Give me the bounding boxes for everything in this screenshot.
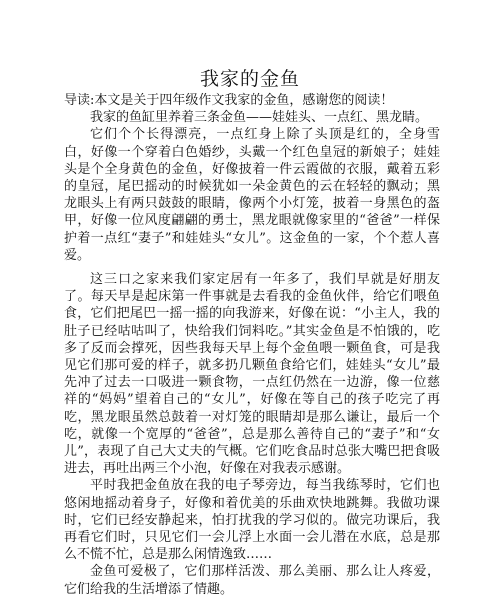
paragraph-2: 它们个个长得漂亮，一点红身上除了头顶是红的，全身雪白，好像一个穿着白色婚纱，头戴一个红色皇冠的新娘子；娃娃头是个全身黄色的金鱼，好像披着一件云霞做的衣服，戴着五彩的皇冠，尾巴摇动的时候犹如一朵金黄色的云在轻轻的飘动；黑龙眼头上有两只鼓鼓的眼睛，像两个小灯笼，披着一身黑色的盔甲，好像一位风度翩翩的勇士，黑龙眼就像家里的“爸爸”一样保护着一点红“妻子”和娃娃头“女儿”。这金鱼的一家，个个惹人喜爱。: [64, 127, 440, 263]
paragraph-1: 我家的鱼缸里养着三条金鱼——娃娃头、一点红、黑龙睛。: [90, 110, 429, 126]
paragraph-4: 平时我把金鱼放在我的电子琴旁边，每当我练琴时，它们也悠闲地摇动着身子，好像和着优美的乐曲欢快地跳舞。我做功课时，它们已经安静起来，怕打扰我的学习似的。做完功课后，我再看它们时，只见它们一会儿浮上水面一会儿潜在水底，总是那么不慌不忙，总是那么闲情逸致……: [64, 478, 440, 563]
intro-line: 导读:本文是关于四年级作文我家的金鱼，感谢您的阅读！: [64, 93, 394, 108]
paragraph-5: 金鱼可爱极了，它们那样活泼、那么美丽、那么让人疼爱，它们给我的生活增添了情趣。: [64, 564, 440, 597]
page-title: 我家的金鱼: [199, 68, 300, 90]
paragraph-3: 这三口之家来我们家定居有一年多了，我们早就是好朋友了。每天早是起床第一件事就是去看我的金鱼伙伴，给它们喂鱼食，它们把尾巴一摇一摇的向我游来，好像在说：“小主人，我的肚子已经咕咕叫了，快给我们饲料吃。”其实金鱼是不怕饿的，吃多了反而会撑死，因些我每天早上每个金鱼喂一颗鱼食，可是我见它们那可爱的样子，就多扔几颗鱼食给它们，娃娃头“女儿”最先冲了过去一口吸进一颗食物，一点红仍然在一边游，像一位慈祥的“妈妈”望着自己的“女儿”，好像在等自己的孩子吃完了再吃，黑龙眼虽然总鼓着一对灯笼的眼睛却是那么谦让，最后一个吃，就像一个宽厚的“爸爸”，总是那么善待自己的“妻子”和“女儿”，表现了自己大丈夫的气概。它们吃食品时总张大嘴巴把食吸进去，再吐出两三个小泡，好像在对我表示感谢。: [64, 272, 440, 477]
essay-body: [64, 92, 440, 598]
